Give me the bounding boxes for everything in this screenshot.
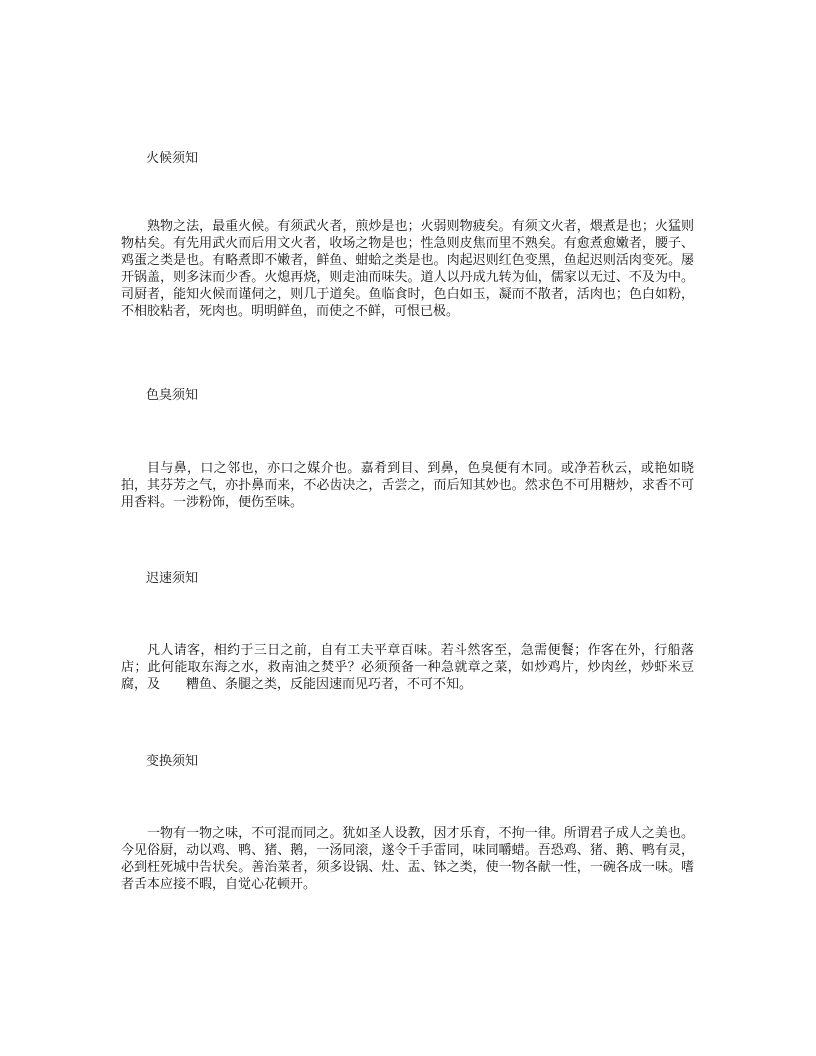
section-heading-fire: 火候须知: [146, 151, 199, 166]
section-body-speed: [121, 642, 694, 693]
section-heading-color-smell: 色臭须知: [146, 388, 199, 403]
section-body-fire: 熟物之法，最重火候。有须武火者，煎炒是也；火弱则物疲矣。有须文火者，煨煮是也；火猛则物枯矣。有先用武火而后用文火者，收场之物是也；性急则皮焦而里不熟矣。有愈煮愈嫩者，腰子、鸡蛋之类是也。有略煮即不嫩者，鲜鱼、蚶蛤之类是也。肉起迟则红色变黑，鱼起迟则活肉变死。屡开锅盖，则多沫而少香。火熄再烧，则走油而味失。道人以丹成九转为仙，儒家以无过、不及为中。司厨者，能知火候而谨伺之，则几于道矣。鱼临食时，色白如玉，凝而不散者，活肉也；色白如粉，不相胶粘者，死肉也。明明鲜鱼，而使之不鲜，可恨已极。: [121, 219, 694, 319]
section-body-variation: 一物有一物之味，不可混而同之。犹如圣人设教，因才乐育，不拘一律。所谓君子成人之美也。今见俗厨，动以鸡、鸭、猪、鹅，一汤同滚，遂令千手雷同，味同嚼蜡。吾恐鸡、猪、鹅、鸭有灵，必到枉死城中告状矣。善治菜者，须多设锅、灶、盂、钵之类，使一物各献一性，一碗各成一味。嗜者舌本应接不暇，自觉心花顿开。: [121, 826, 694, 892]
section-heading-variation: 变换须知: [146, 754, 199, 769]
section-body-color-smell: 目与鼻，口之邻也，亦口之媒介也。嘉肴到目、到鼻，色臭便有木同。或净若秋云，或艳如晓拍，其芬芳之气，亦扑鼻而来，不必齿决之，舌尝之，而后知其妙也。然求色不可用糖炒，求香不可用香料。一涉粉饰，便伤至味。: [121, 461, 694, 510]
section-body-speed-part2: 糟鱼、条腿之类，反能因速而见巧者，不可不知。: [186, 677, 473, 692]
section-body-speed-part1: 凡人请客，相约于三日之前，自有工夫平章百味。若斗然客至，急需便餐；作客在外，行船落店；此何能取东海之水，救南油之焚乎？必须预备一种急就章之菜，如炒鸡片，炒肉丝，炒虾米豆腐，及: [121, 643, 694, 692]
section-heading-speed: 迟速须知: [146, 571, 199, 586]
